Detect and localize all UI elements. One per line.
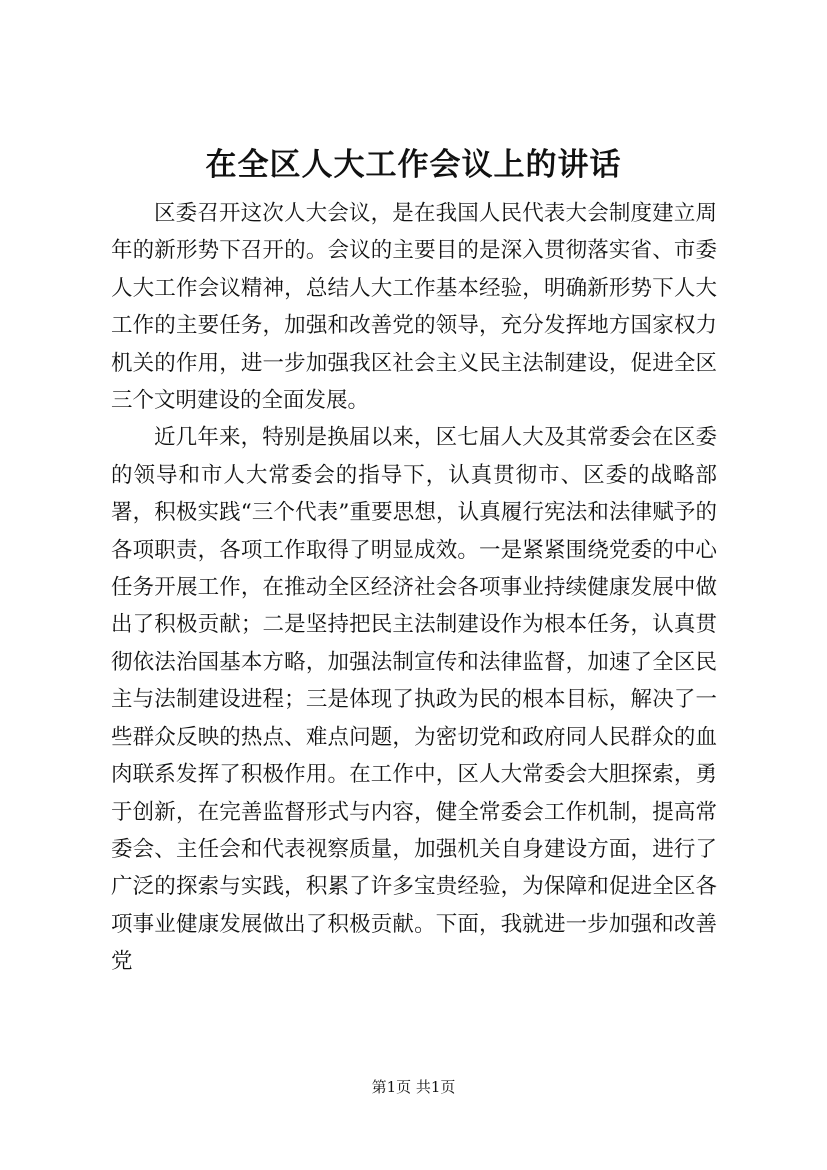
paragraph: 近几年来，特别是换届以来，区七届人大及其常委会在区委的领导和市人大常委会的指导下，认真贯彻市、区委的战略部署，积极实践“三个代表”重要思想，认真履行宪法和法律赋予的各项职责，各项工作取得了明显成效。一是紧紧围绕党委的中心任务开展工作，在推动全区经济社会各项事业持续健康发展中做出了积极贡献；二是坚持把民主法制建设作为根本任务，认真贯彻依法治国基本方略，加强法制宣传和法律监督，加速了全区民主与法制建设进程；三是体现了执政为民的根本目标，解决了一些群众反映的热点、难点问题，为密切党和政府同人民群众的血肉联系发挥了积极作用。在工作中，区人大常委会大胆探索，勇于创新，在完善监督形式与内容，健全常委会工作机制，提高常委会、主任会和代表视察质量，加强机关自身建设方面，进行了广泛的探索与实践，积累了许多宝贵经验，为保障和促进全区各项事业健康发展做出了积极贡献。下面，我就进一步加强和改善党 [111, 425, 717, 975]
document-body [111, 195, 717, 981]
page-number: 第1页 共1页 [371, 1078, 456, 1096]
paragraph: 区委召开这次人大会议，是在我国人民代表大会制度建立周年的新形势下召开的。会议的主要目的是深入贯彻落实省、市委人大工作会议精神，总结人大工作基本经验，明确新形势下人大工作的主要任务，加强和改善党的领导，充分发挥地方国家权力机关的作用，进一步加强我区社会主义民主法制建设，促进全区三个文明建设的全面发展。 [111, 201, 717, 414]
document-title: 在全区人大工作会议上的讲话 [205, 147, 622, 183]
